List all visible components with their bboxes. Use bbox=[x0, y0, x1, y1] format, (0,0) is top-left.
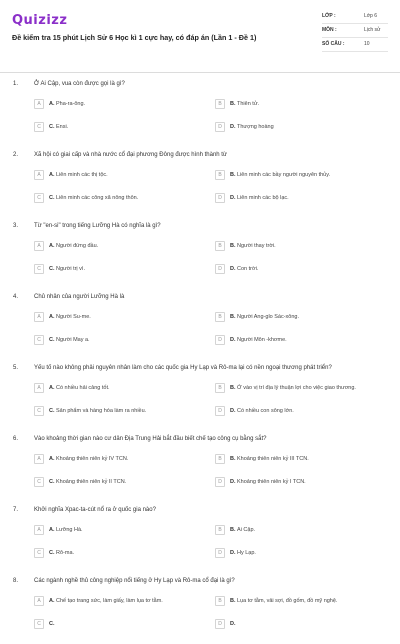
option-text: Ở vào vị trí địa lý thuận lợi cho việc giao thương. bbox=[237, 385, 356, 391]
option-letter: B. bbox=[230, 172, 236, 178]
answer-option-d[interactable] bbox=[215, 476, 385, 490]
quizizz-logo[interactable]: Quizizz bbox=[12, 13, 68, 28]
option-letter-box: C bbox=[34, 193, 44, 203]
question-number: 1. bbox=[13, 81, 19, 87]
answer-option-b[interactable] bbox=[215, 240, 385, 254]
document-header bbox=[0, 0, 400, 72]
option-letter: A. bbox=[49, 456, 55, 462]
answer-option-a[interactable] bbox=[34, 240, 204, 254]
option-text: Người May a. bbox=[56, 337, 90, 343]
option-text: Liên minh các công xã nông thôn. bbox=[56, 195, 139, 201]
option-text: Chế tạo trang sức, làm giấy, làm lụa tơ tằm. bbox=[56, 598, 163, 604]
question-text: Vào khoảng thời gian nào cư dân Địa Trung Hải bắt đầu biết chế tạo công cụ bằng sắt? bbox=[34, 436, 267, 442]
option-letter-box: B bbox=[215, 525, 225, 535]
answer-option-c[interactable] bbox=[34, 121, 204, 135]
question-text: Chủ nhân của người Lưỡng Hà là bbox=[34, 294, 125, 300]
option-letter: B. bbox=[230, 598, 236, 604]
meta-value: 10 bbox=[364, 41, 370, 47]
option-text: Người thay trời. bbox=[237, 243, 276, 249]
question-item bbox=[0, 360, 400, 431]
option-letter-box: C bbox=[34, 335, 44, 345]
question-number: 7. bbox=[13, 507, 19, 513]
question-text: Các ngành nghề thủ công nghiệp nổi tiếng ở Hy Lạp và Rô-ma cổ đại là gì? bbox=[34, 578, 235, 584]
option-letter: B. bbox=[230, 314, 236, 320]
option-text: Lụa tơ tằm, vải sợi, đồ gốm, đồ mỹ nghệ. bbox=[237, 598, 338, 604]
option-letter-box: D bbox=[215, 264, 225, 274]
option-text: Rô-ma. bbox=[56, 550, 75, 556]
option-letter-box: A bbox=[34, 312, 44, 322]
question-list bbox=[0, 76, 400, 644]
option-letter-box: D bbox=[215, 406, 225, 416]
option-text: Người Môn -khơme. bbox=[237, 337, 287, 343]
option-text: Người đứng đầu. bbox=[56, 243, 99, 249]
option-letter: A. bbox=[49, 314, 55, 320]
meta-value: Lịch sử bbox=[364, 27, 381, 33]
question-item bbox=[0, 218, 400, 289]
meta-key: SỐ CÂU : bbox=[322, 41, 345, 47]
option-letter: C. bbox=[49, 337, 55, 343]
question-text: Khởi nghĩa Xpac-ta-cút nổ ra ở quốc gia nào? bbox=[34, 507, 156, 513]
option-text: Có nhiều hải cảng tốt. bbox=[56, 385, 110, 391]
option-letter: B. bbox=[230, 385, 236, 391]
option-text: Ai Cập. bbox=[237, 527, 256, 533]
answer-option-b[interactable] bbox=[215, 382, 385, 396]
option-letter: B. bbox=[230, 101, 236, 107]
question-item bbox=[0, 431, 400, 502]
option-letter: D. bbox=[230, 621, 236, 627]
option-letter-box: A bbox=[34, 596, 44, 606]
answer-option-a[interactable] bbox=[34, 382, 204, 396]
option-letter-box: D bbox=[215, 122, 225, 132]
option-letter-box: B bbox=[215, 454, 225, 464]
question-text: Yếu tố nào không phải nguyên nhân làm cho các quốc gia Hy Lạp và Rô-ma lại có nền ngoại thương phát triển? bbox=[34, 365, 332, 371]
option-letter: A. bbox=[49, 172, 55, 178]
option-text: Khoảng thiên niên kỷ I TCN. bbox=[237, 479, 306, 485]
option-letter: D. bbox=[230, 124, 236, 130]
answer-option-a[interactable] bbox=[34, 453, 204, 467]
answer-option-c[interactable] bbox=[34, 547, 204, 561]
question-number: 2. bbox=[13, 152, 19, 158]
answer-option-d[interactable] bbox=[215, 547, 385, 561]
option-letter: D. bbox=[230, 408, 236, 414]
option-letter: A. bbox=[49, 598, 55, 604]
page-title: Đề kiểm tra 15 phút Lịch Sử 6 Học kì 1 cực hay, có đáp án (Lần 1 - Đề 1) bbox=[12, 33, 257, 42]
option-text: Khoảng thiên niên kỷ IV TCN. bbox=[56, 456, 129, 462]
option-letter: C. bbox=[49, 124, 55, 130]
option-text: Khoảng thiên niên kỷ II TCN. bbox=[56, 479, 127, 485]
answer-option-a[interactable] bbox=[34, 524, 204, 538]
question-text: Ở Ai Cập, vua còn được gọi là gì? bbox=[34, 81, 125, 87]
answer-option-d[interactable] bbox=[215, 263, 385, 277]
option-letter-box: A bbox=[34, 454, 44, 464]
option-text: Người Su-me. bbox=[56, 314, 91, 320]
question-text: Xã hội có giai cấp và nhà nước cổ đại phương Đông được hình thành từ bbox=[34, 152, 227, 158]
meta-row-question-count bbox=[322, 38, 388, 52]
option-text: Liên minh các bầy người nguyên thủy. bbox=[237, 172, 331, 178]
option-letter-box: B bbox=[215, 596, 225, 606]
option-letter-box: C bbox=[34, 264, 44, 274]
option-letter: D. bbox=[230, 266, 236, 272]
header-divider bbox=[0, 72, 400, 73]
answer-option-b[interactable] bbox=[215, 453, 385, 467]
answer-option-d[interactable] bbox=[215, 618, 385, 632]
option-text: Thượng hoàng bbox=[237, 124, 274, 130]
answer-option-c[interactable] bbox=[34, 476, 204, 490]
option-text: Con trời. bbox=[237, 266, 259, 272]
question-item bbox=[0, 573, 400, 644]
answer-option-d[interactable] bbox=[215, 405, 385, 419]
option-letter: D. bbox=[230, 479, 236, 485]
option-letter-box: A bbox=[34, 525, 44, 535]
option-letter-box: A bbox=[34, 170, 44, 180]
answer-option-d[interactable] bbox=[215, 192, 385, 206]
option-letter-box: C bbox=[34, 548, 44, 558]
option-letter-box: D bbox=[215, 335, 225, 345]
answer-option-d[interactable] bbox=[215, 121, 385, 135]
question-number: 6. bbox=[13, 436, 19, 442]
option-text: Có nhiều con sông lớn. bbox=[237, 408, 294, 414]
option-text: Hy Lạp. bbox=[237, 550, 256, 556]
option-letter: A. bbox=[49, 527, 55, 533]
option-letter: D. bbox=[230, 550, 236, 556]
option-text: Người trị vì. bbox=[56, 266, 85, 272]
option-letter-box: B bbox=[215, 383, 225, 393]
option-letter: C. bbox=[49, 195, 55, 201]
option-letter-box: C bbox=[34, 619, 44, 629]
option-letter-box: C bbox=[34, 406, 44, 416]
option-letter-box: D bbox=[215, 193, 225, 203]
answer-option-b[interactable] bbox=[215, 595, 385, 609]
option-text: Lưỡng Hà. bbox=[56, 527, 83, 533]
question-number: 5. bbox=[13, 365, 19, 371]
meta-key: MÔN : bbox=[322, 27, 337, 33]
option-letter: C. bbox=[49, 621, 55, 627]
option-letter-box: B bbox=[215, 312, 225, 322]
option-letter-box: B bbox=[215, 99, 225, 109]
option-letter-box: A bbox=[34, 383, 44, 393]
answer-option-c[interactable] bbox=[34, 263, 204, 277]
option-letter-box: C bbox=[34, 477, 44, 487]
meta-row-class bbox=[322, 10, 388, 24]
option-text: Ensi. bbox=[56, 124, 69, 130]
option-letter-box: A bbox=[34, 241, 44, 251]
question-number: 4. bbox=[13, 294, 19, 300]
option-text: Pha-ra-ông. bbox=[56, 101, 86, 107]
meta-value: Lớp 6 bbox=[364, 13, 378, 19]
answer-option-c[interactable] bbox=[34, 618, 204, 632]
option-text: Liên minh các thị tộc. bbox=[56, 172, 108, 178]
option-letter: C. bbox=[49, 550, 55, 556]
meta-row-subject bbox=[322, 24, 388, 38]
option-letter-box: B bbox=[215, 170, 225, 180]
answer-option-a[interactable] bbox=[34, 169, 204, 183]
option-letter-box: C bbox=[34, 122, 44, 132]
answer-option-b[interactable] bbox=[215, 311, 385, 325]
option-letter-box: B bbox=[215, 241, 225, 251]
answer-option-b[interactable] bbox=[215, 169, 385, 183]
option-letter: C. bbox=[49, 266, 55, 272]
question-text: Từ "en-si" trong tiếng Lưỡng Hà có nghĩa là gì? bbox=[34, 223, 161, 229]
option-text: Khoảng thiên niên kỷ III TCN. bbox=[237, 456, 309, 462]
answer-option-a[interactable] bbox=[34, 311, 204, 325]
answer-option-a[interactable] bbox=[34, 98, 204, 112]
answer-option-c[interactable] bbox=[34, 405, 204, 419]
question-number: 8. bbox=[13, 578, 19, 584]
question-item bbox=[0, 502, 400, 573]
option-text: Sản phẩm và hàng hóa làm ra nhiều. bbox=[56, 408, 147, 414]
answer-option-a[interactable] bbox=[34, 595, 204, 609]
answer-option-c[interactable] bbox=[34, 192, 204, 206]
option-letter: B. bbox=[230, 456, 236, 462]
option-letter: C. bbox=[49, 408, 55, 414]
option-text: Người Ang-glo Sác-xông. bbox=[237, 314, 300, 320]
meta-table bbox=[322, 10, 388, 52]
answer-option-d[interactable] bbox=[215, 334, 385, 348]
option-text: Thiên tử. bbox=[237, 101, 260, 107]
option-letter-box: D bbox=[215, 619, 225, 629]
option-letter-box: A bbox=[34, 99, 44, 109]
answer-option-b[interactable] bbox=[215, 524, 385, 538]
option-letter: C. bbox=[49, 479, 55, 485]
question-item bbox=[0, 289, 400, 360]
meta-key: LỚP : bbox=[322, 13, 336, 19]
option-letter: A. bbox=[49, 243, 55, 249]
option-letter: A. bbox=[49, 385, 55, 391]
question-item bbox=[0, 147, 400, 218]
question-item bbox=[0, 76, 400, 147]
option-letter: D. bbox=[230, 195, 236, 201]
option-letter: A. bbox=[49, 101, 55, 107]
question-number: 3. bbox=[13, 223, 19, 229]
option-text: Liên minh các bộ lạc. bbox=[237, 195, 289, 201]
option-letter-box: D bbox=[215, 477, 225, 487]
answer-option-b[interactable] bbox=[215, 98, 385, 112]
answer-option-c[interactable] bbox=[34, 334, 204, 348]
option-letter: B. bbox=[230, 527, 236, 533]
option-letter: B. bbox=[230, 243, 236, 249]
option-letter-box: D bbox=[215, 548, 225, 558]
option-letter: D. bbox=[230, 337, 236, 343]
